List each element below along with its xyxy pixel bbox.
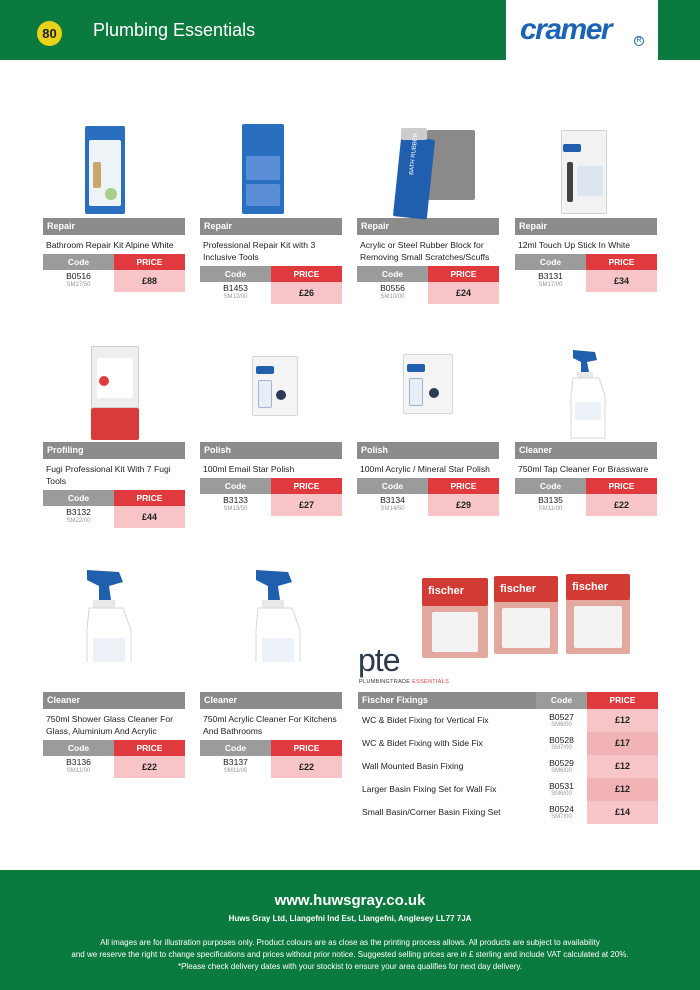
- product-code: B3135: [538, 495, 563, 505]
- product-sm: SM27/50: [66, 282, 91, 288]
- product-description: 12ml Touch Up Stick In White: [518, 240, 631, 250]
- company-address: Huws Gray Ltd, Llangefni Ind Est, Llangefni, Anglesey LL77 7JA: [228, 914, 472, 923]
- fischer-label: fischer: [572, 581, 609, 593]
- code-price-row: [200, 756, 342, 778]
- logo-text: cramer: [520, 13, 612, 46]
- page-number-badge: 80: [37, 21, 62, 46]
- code-price-header: Code PRICE: [515, 478, 657, 494]
- product-category: Cleaner: [43, 692, 185, 709]
- product-price: £34: [586, 270, 657, 292]
- fixing-price: £14: [587, 801, 658, 824]
- page-title: Plumbing Essentials: [93, 20, 256, 40]
- product-sm: SM17/00: [538, 282, 563, 288]
- disclaimer: All images are for illustration purposes only. Product colours are as close as the printing process allows. All products are subject to availability and we reserve the right to change specifications and prices without prior notice. Suggested selling prices are in £ sterling and include VAT calculated at 20%. *Please check delivery dates with your stockist to ensure your area qualifies for next day delivery.: [71, 938, 629, 971]
- registered-icon: R: [634, 36, 644, 46]
- product-category: Profiling: [43, 442, 185, 459]
- fixing-code: B0529: [549, 758, 574, 768]
- table-row[interactable]: [358, 801, 658, 824]
- product-code: B3137: [223, 757, 248, 767]
- product-image: [43, 126, 185, 218]
- product-description: Bathroom Repair Kit Alpine White: [46, 240, 174, 250]
- product-card[interactable]: [357, 350, 499, 516]
- code-price-row: [515, 270, 657, 292]
- page-header: [0, 0, 700, 60]
- fixing-price: £12: [587, 709, 658, 732]
- product-sm: SM22/00: [66, 518, 91, 524]
- product-card[interactable]: [43, 126, 185, 292]
- table-row[interactable]: [358, 755, 658, 778]
- product-code: B3133: [223, 495, 248, 505]
- code-price-header: Code PRICE: [357, 478, 499, 494]
- product-sm: SM12/00: [223, 294, 248, 300]
- product-description: 100ml Email Star Polish: [203, 464, 295, 474]
- code-price-row: [200, 282, 342, 304]
- fixing-name: Larger Basin Fixing Set for Wall Fix: [362, 784, 497, 794]
- product-card[interactable]: [200, 126, 342, 304]
- website-link[interactable]: www.huwsgray.co.uk: [274, 892, 426, 909]
- product-category: Repair: [515, 218, 657, 235]
- code-price-header: Code PRICE: [43, 254, 185, 270]
- fischer-fixings-table: [358, 692, 658, 824]
- product-category: Polish: [357, 442, 499, 459]
- product-code: B3132: [66, 507, 91, 517]
- product-description: 750ml Acrylic Cleaner For Kitchens And Bathrooms: [203, 714, 337, 736]
- product-sm: SM14/50: [380, 506, 405, 512]
- fixing-price: £12: [587, 778, 658, 801]
- table-row[interactable]: [358, 732, 658, 755]
- code-price-row: [357, 282, 499, 304]
- code-price-header: Code PRICE: [200, 478, 342, 494]
- product-card[interactable]: [515, 126, 657, 292]
- code-price-header: Code PRICE: [200, 740, 342, 756]
- product-image: [200, 126, 342, 218]
- product-code: B0516: [66, 271, 91, 281]
- product-price: £29: [428, 494, 499, 516]
- product-sm: SM11/00: [538, 506, 563, 512]
- code-price-row: [515, 494, 657, 516]
- product-sm: SM11/00: [223, 768, 248, 774]
- fixing-sm: SM7/00: [551, 814, 572, 820]
- code-price-row: [43, 756, 185, 778]
- product-image: [357, 126, 499, 218]
- fixing-code: B0531: [549, 781, 574, 791]
- fischer-label: fischer: [428, 585, 465, 597]
- product-price: £27: [271, 494, 342, 516]
- product-category: Repair: [43, 218, 185, 235]
- product-category: Polish: [200, 442, 342, 459]
- pte-logo-sub: PLUMBINGTRADE ESSENTIALS: [359, 679, 450, 685]
- code-price-header: Code PRICE: [200, 266, 342, 282]
- product-image: [515, 126, 657, 218]
- spray-bottle-icon: [43, 570, 185, 662]
- page-footer: [0, 870, 700, 990]
- product-image: [357, 350, 499, 442]
- product-code: B1453: [223, 283, 248, 293]
- fixing-sm: SM6/00: [551, 768, 572, 774]
- product-price: £22: [114, 756, 185, 778]
- code-price-header: Code PRICE: [515, 254, 657, 270]
- pte-logo-word: pte: [358, 642, 400, 678]
- spray-bottle-icon: [515, 350, 657, 442]
- fixing-sm: SM7/00: [551, 745, 572, 751]
- product-card[interactable]: [200, 600, 342, 778]
- product-sm: SM10/00: [380, 294, 405, 300]
- product-price: £22: [271, 756, 342, 778]
- product-image: [43, 600, 185, 692]
- product-description: 100ml Acrylic / Mineral Star Polish: [360, 464, 490, 474]
- product-image: [200, 350, 342, 442]
- product-category: Repair: [200, 218, 342, 235]
- product-category: Cleaner: [200, 692, 342, 709]
- product-card[interactable]: [200, 350, 342, 516]
- product-description: Professional Repair Kit with 3 Inclusive Tools: [203, 240, 316, 262]
- product-price: £22: [586, 494, 657, 516]
- fixing-code: B0524: [549, 804, 574, 814]
- product-description: 750ml Tap Cleaner For Brassware: [518, 464, 649, 474]
- product-code: B3134: [380, 495, 405, 505]
- table-row[interactable]: [358, 709, 658, 732]
- product-description: Fugi Professional Kit With 7 Fugi Tools: [46, 464, 171, 486]
- product-description: Acrylic or Steel Rubber Block for Removing Small Scratches/Scuffs: [360, 240, 490, 262]
- column-header-code: Code: [536, 692, 587, 709]
- product-category: Repair: [357, 218, 499, 235]
- fixing-price: £12: [587, 755, 658, 778]
- fischer-label: fischer: [500, 583, 537, 595]
- product-description: 750ml Shower Glass Cleaner For Glass, Aluminium And Acrylic: [46, 714, 174, 736]
- product-sm: SM13/50: [223, 506, 248, 512]
- code-price-row: [43, 506, 185, 528]
- product-price: £24: [428, 282, 499, 304]
- code-price-header: Code PRICE: [43, 740, 185, 756]
- fixing-name: Small Basin/Corner Basin Fixing Set: [362, 807, 501, 817]
- product-card[interactable]: [43, 350, 185, 528]
- fixing-sm: SM6/00: [551, 722, 572, 728]
- product-card[interactable]: [357, 126, 499, 304]
- fixing-name: Wall Mounted Basin Fixing: [362, 761, 464, 771]
- code-price-header: Code PRICE: [43, 490, 185, 506]
- code-price-row: [200, 494, 342, 516]
- fixing-code: B0528: [549, 735, 574, 745]
- fixing-code: B0527: [549, 712, 574, 722]
- product-card[interactable]: [515, 350, 657, 516]
- cramer-logo: [506, 0, 658, 60]
- column-header-price: PRICE: [587, 692, 658, 709]
- product-code: B0556: [380, 283, 405, 293]
- table-title: Fischer Fixings: [358, 692, 536, 709]
- fixing-price: £17: [587, 732, 658, 755]
- pte-logo: [358, 642, 478, 688]
- table-header: [358, 692, 658, 709]
- table-row[interactable]: [358, 778, 658, 801]
- product-price: £88: [114, 270, 185, 292]
- product-price: £26: [271, 282, 342, 304]
- code-price-row: [43, 270, 185, 292]
- product-category: Cleaner: [515, 442, 657, 459]
- product-image: [200, 600, 342, 692]
- fixing-name: WC & Bidet Fixing with Side Fix: [362, 738, 483, 748]
- fixing-sm: SM6/00: [551, 791, 572, 797]
- code-price-header: Code PRICE: [357, 266, 499, 282]
- product-code: B3136: [66, 757, 91, 767]
- fixing-name: WC & Bidet Fixing for Vertical Fix: [362, 715, 489, 725]
- product-price: £44: [114, 506, 185, 528]
- product-code: B3131: [538, 271, 563, 281]
- product-card[interactable]: [43, 600, 185, 778]
- spray-bottle-icon: [200, 570, 342, 662]
- product-sm: SM11/00: [66, 768, 91, 774]
- product-image: [43, 350, 185, 442]
- code-price-row: [357, 494, 499, 516]
- product-image: [515, 350, 657, 442]
